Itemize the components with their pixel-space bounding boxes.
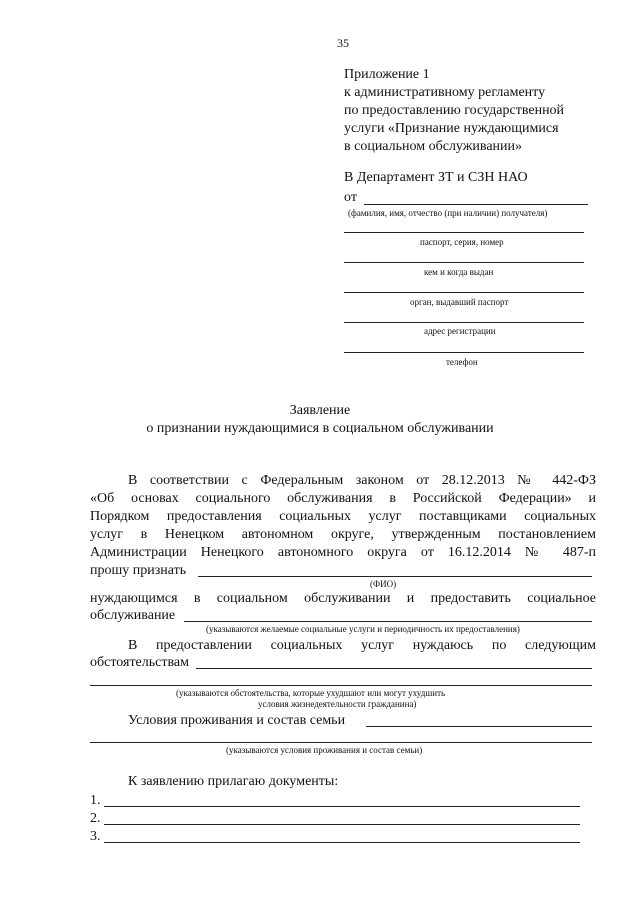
appendix-line-1: Приложение 1: [344, 67, 430, 82]
living-conditions-hint: (указываются условия проживания и состав семьи): [226, 745, 423, 755]
passport-line[interactable]: [344, 232, 584, 233]
issuing-authority-line[interactable]: [344, 292, 584, 293]
issued-by-line[interactable]: [344, 262, 584, 263]
addressee-from-label: от: [344, 190, 357, 205]
attachment-line-3[interactable]: [104, 842, 580, 843]
appendix-line-4: услуги «Признание нуждающимися: [344, 121, 559, 136]
appendix-line-2: к административному регламенту: [344, 85, 546, 100]
living-conditions-line[interactable]: [366, 726, 592, 727]
paragraph-1-line-2: «Об основах социального обслуживания в Российской Федерации» и: [90, 491, 596, 506]
applicant-name-line[interactable]: [364, 204, 588, 205]
living-conditions-line-2[interactable]: [90, 742, 592, 743]
attachment-number-1: 1.: [90, 793, 101, 808]
addressee-department: В Департамент ЗТ и СЗН НАО: [344, 170, 528, 185]
paragraph-1-line-1: В соответствии с Федеральным законом от 28.12.2013 № 442-ФЗ: [128, 473, 596, 488]
circumstances-hint-1: (указываются обстоятельства, которые ухудшают или могут ухудшить: [176, 688, 446, 698]
attachment-line-2[interactable]: [104, 824, 580, 825]
attachment-number-3: 3.: [90, 829, 101, 844]
registration-address-line[interactable]: [344, 322, 584, 323]
service-label: обслуживание: [90, 608, 176, 623]
circumstances-line-2[interactable]: [90, 685, 592, 686]
needing-line: нуждающимся в социальном обслуживании и предоставить социальное: [90, 591, 596, 606]
phone-line[interactable]: [344, 352, 584, 353]
circumstances-label: обстоятельствам: [90, 655, 189, 670]
statement-title: Заявление: [289, 403, 351, 418]
attachment-number-2: 2.: [90, 811, 101, 826]
circumstances-line-1: В предоставлении социальных услуг нуждаюсь по следующим: [128, 638, 596, 653]
page-number: 35: [337, 36, 349, 50]
paragraph-1-line-3: Порядком предоставления социальных услуг поставщиками социальных: [90, 509, 596, 524]
paragraph-1-line-4: услуг в Ненецком автономном округе, утвержденным постановлением: [90, 527, 596, 542]
living-conditions-label: Условия проживания и состав семьи: [128, 713, 346, 728]
attachments-label: К заявлению прилагаю документы:: [128, 774, 339, 789]
passport-hint: паспорт, серия, номер: [420, 237, 504, 247]
paragraph-1-line-5: Администрации Ненецкого автономного округа от 16.12.2014 № 487-п: [90, 545, 596, 560]
attachment-line-1[interactable]: [104, 806, 580, 807]
issued-by-hint: кем и когда выдан: [424, 267, 494, 277]
services-hint: (указываются желаемые социальные услуги и периодичность их предоставления): [206, 624, 520, 634]
circumstances-line[interactable]: [196, 668, 592, 669]
registration-address-hint: адрес регистрации: [424, 326, 496, 336]
request-label: прошу признать: [90, 563, 187, 578]
phone-hint: телефон: [446, 357, 478, 367]
appendix-line-3: по предоставлению государственной: [344, 103, 565, 118]
fio-hint: (ФИО): [370, 579, 397, 589]
applicant-name-hint: (фамилия, имя, отчество (при наличии) получателя): [348, 208, 548, 218]
circumstances-hint-2: условия жизнедеятельности гражданина): [258, 699, 417, 709]
statement-subtitle: о признании нуждающимися в социальном обслуживании: [146, 421, 494, 436]
appendix-line-5: в социальном обслуживании»: [344, 139, 523, 154]
fio-line[interactable]: [198, 576, 592, 577]
services-line[interactable]: [184, 621, 592, 622]
issuing-authority-hint: орган, выдавший паспорт: [410, 297, 509, 307]
